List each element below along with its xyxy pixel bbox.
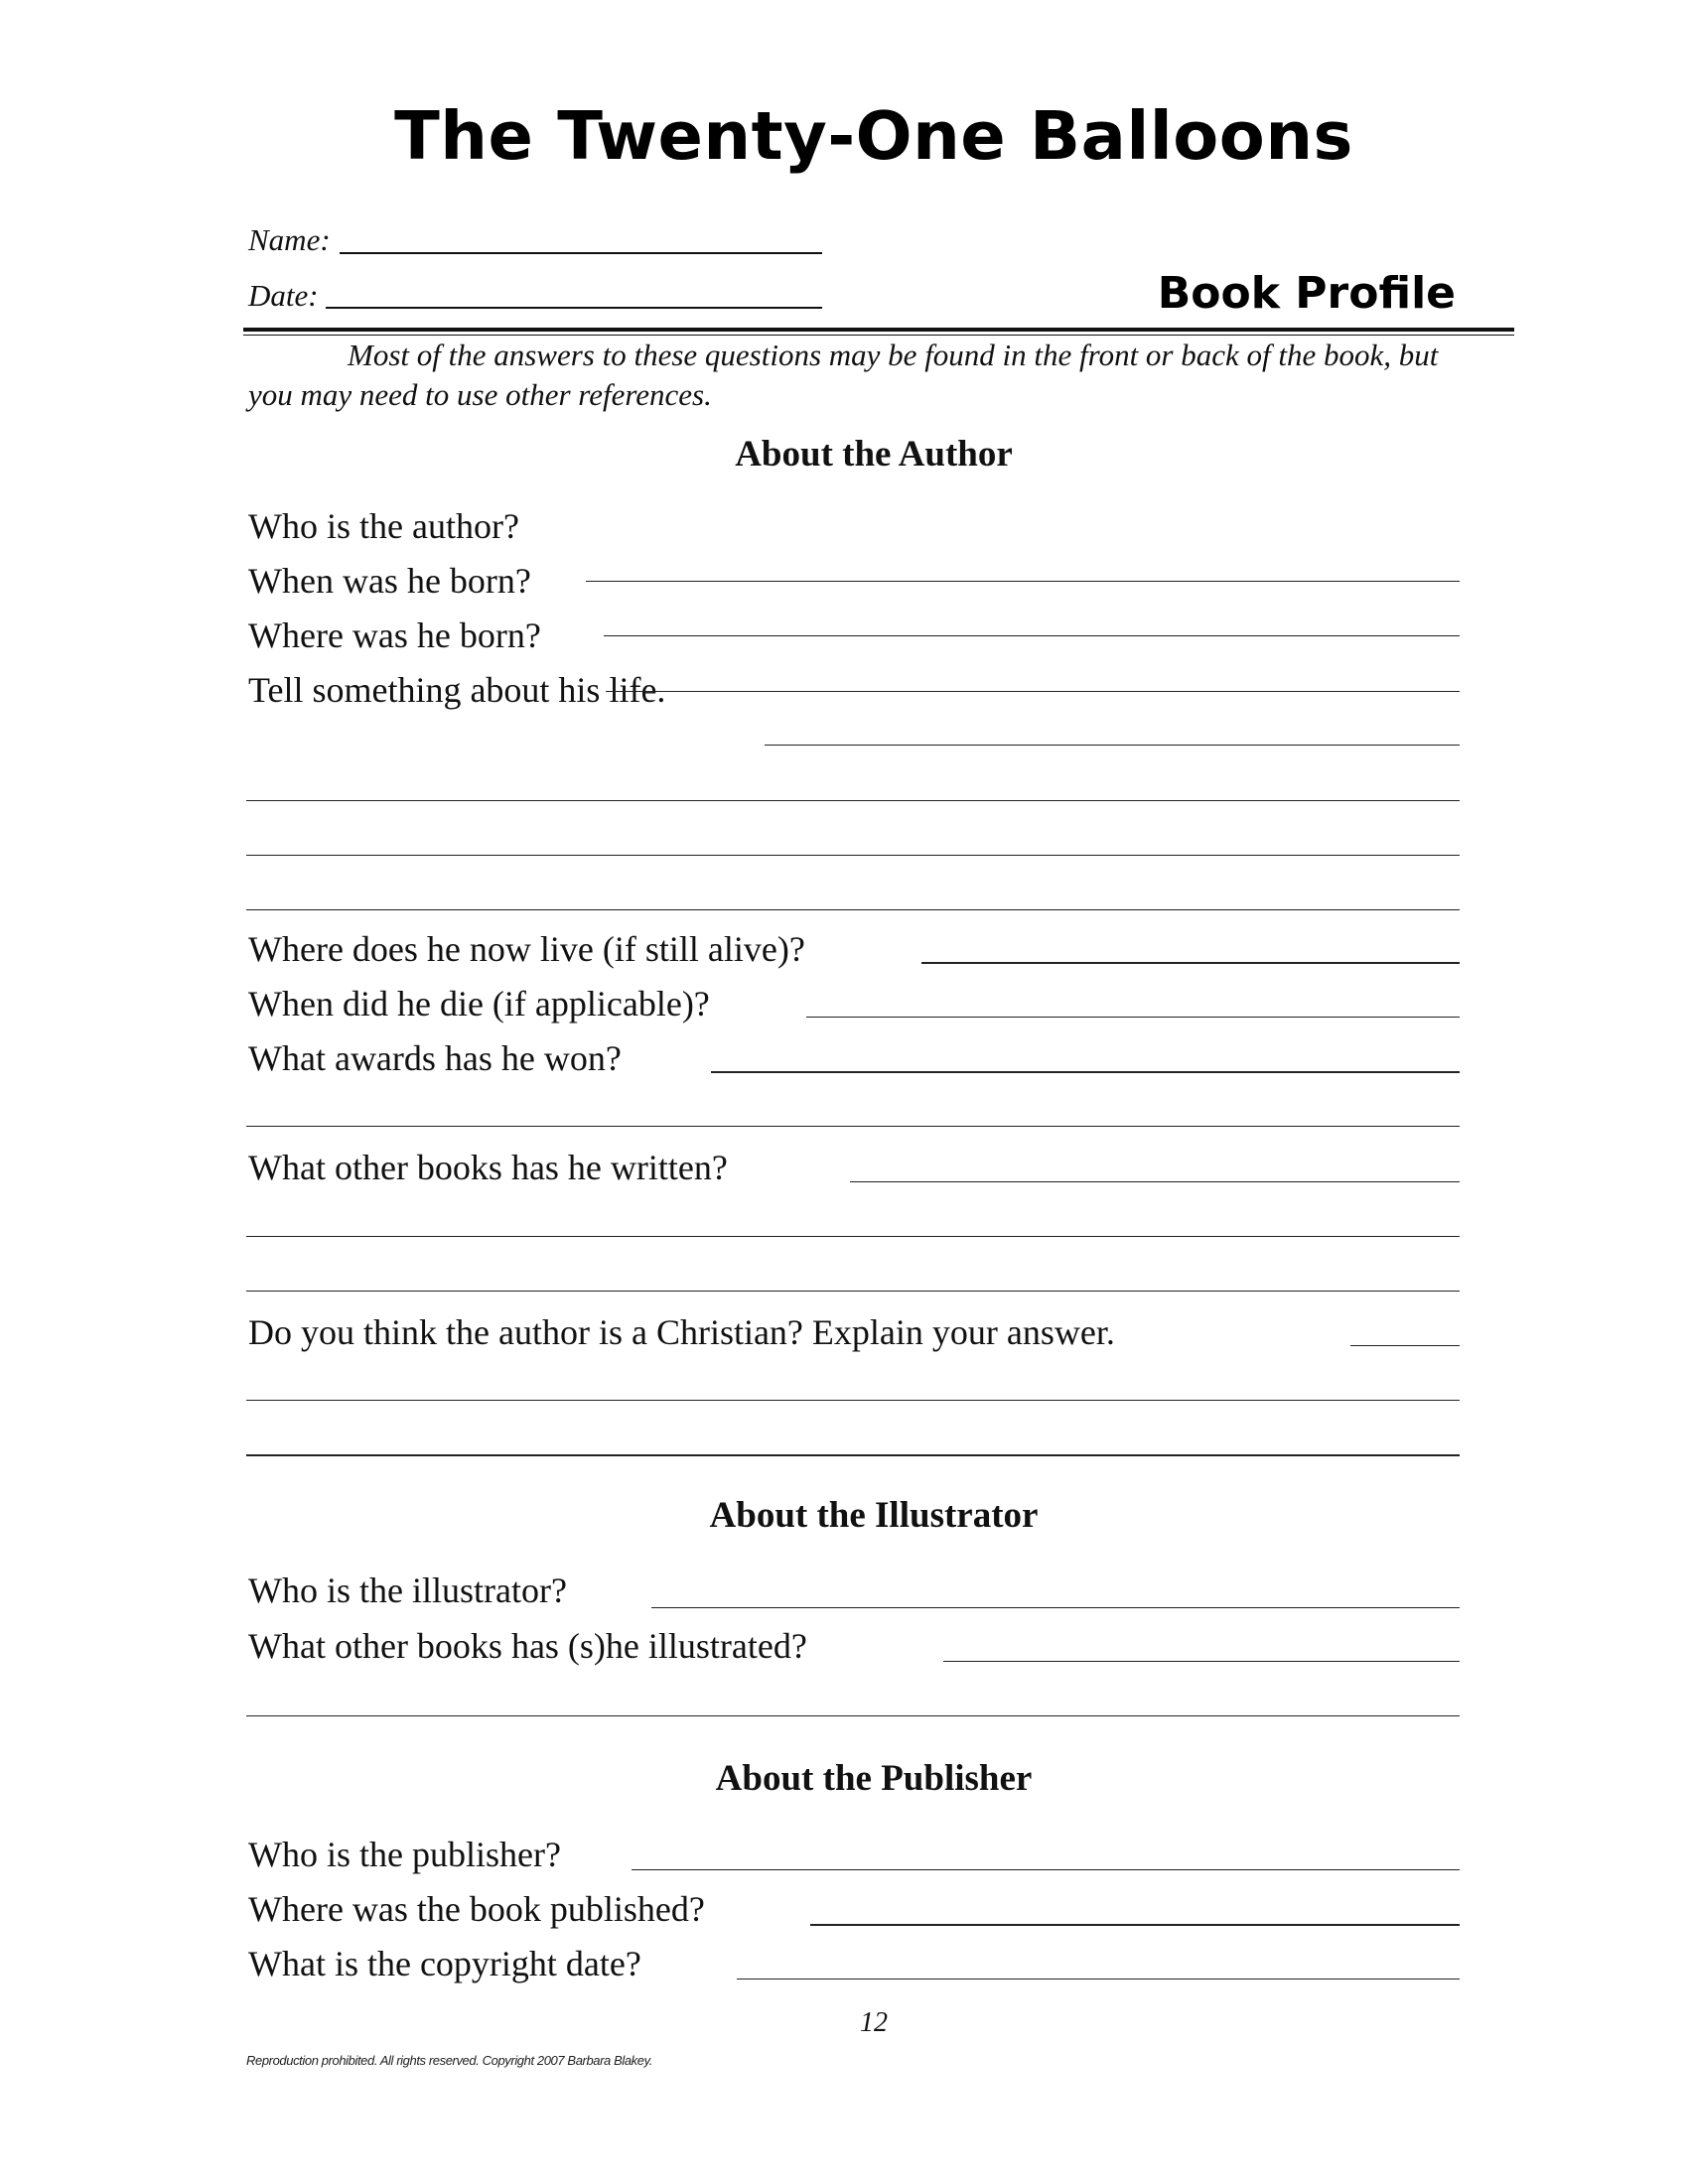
- page-number: 12: [860, 2007, 888, 2038]
- name-label: Name:: [248, 222, 331, 257]
- question-other-books: What other books has he written?: [248, 1148, 728, 1187]
- answer-line[interactable]: [246, 1291, 1460, 1292]
- answer-line[interactable]: [806, 1017, 1460, 1018]
- intro-text: Most of the answers to these questions may be found in the front or back of the book, but you may need to use other references.: [248, 338, 1439, 412]
- question-illustrator-name: Who is the illustrator?: [248, 1570, 567, 1610]
- answer-line[interactable]: [711, 1071, 1460, 1073]
- question-author-life: Tell something about his life.: [248, 670, 666, 710]
- question-publisher: Who is the publisher?: [248, 1835, 561, 1874]
- answer-line[interactable]: [246, 1126, 1460, 1127]
- question-christian: Do you think the author is a Christian? Explain your answer.: [248, 1312, 1115, 1352]
- book-profile-heading: Book Profile: [1157, 268, 1456, 319]
- question-author-name: Who is the author?: [248, 506, 519, 546]
- date-label: Date:: [248, 278, 319, 313]
- copyright-footer: Reproduction prohibited. All rights reserved. Copyright 2007 Barbara Blakey.: [246, 2053, 652, 2068]
- section-heading-author: About the Author: [735, 434, 1013, 475]
- question-lives-now: Where does he now live (if still alive)?: [248, 929, 805, 969]
- header-divider: [243, 328, 1514, 332]
- question-published-where: Where was the book published?: [248, 1889, 705, 1929]
- answer-line[interactable]: [246, 1454, 1460, 1456]
- name-field[interactable]: [340, 252, 822, 254]
- question-awards: What awards has he won?: [248, 1038, 622, 1078]
- answer-line[interactable]: [921, 962, 1460, 964]
- answer-line[interactable]: [651, 1607, 1460, 1608]
- answer-line[interactable]: [765, 745, 1460, 746]
- date-field[interactable]: [326, 307, 822, 309]
- question-copyright-date: What is the copyright date?: [248, 1944, 641, 1983]
- answer-line[interactable]: [246, 1715, 1460, 1716]
- answer-line[interactable]: [632, 1869, 1460, 1870]
- answer-line[interactable]: [246, 855, 1460, 856]
- answer-line[interactable]: [246, 909, 1460, 910]
- answer-line[interactable]: [606, 691, 1460, 692]
- answer-line[interactable]: [246, 1400, 1460, 1401]
- question-illustrated-books: What other books has (s)he illustrated?: [248, 1626, 807, 1666]
- question-died: When did he die (if applicable)?: [248, 984, 710, 1024]
- answer-line[interactable]: [1350, 1345, 1460, 1346]
- question-born-where: Where was he born?: [248, 615, 541, 655]
- section-heading-publisher: About the Publisher: [715, 1758, 1033, 1799]
- question-born-when: When was he born?: [248, 561, 531, 601]
- answer-line[interactable]: [810, 1924, 1460, 1926]
- answer-line[interactable]: [850, 1181, 1460, 1182]
- answer-line[interactable]: [586, 581, 1460, 582]
- answer-line[interactable]: [246, 1236, 1460, 1237]
- answer-line[interactable]: [246, 800, 1460, 801]
- answer-line[interactable]: [943, 1661, 1460, 1662]
- section-heading-illustrator: About the Illustrator: [709, 1495, 1039, 1536]
- answer-line[interactable]: [604, 635, 1460, 636]
- page-title: The Twenty-One Balloons: [394, 97, 1353, 175]
